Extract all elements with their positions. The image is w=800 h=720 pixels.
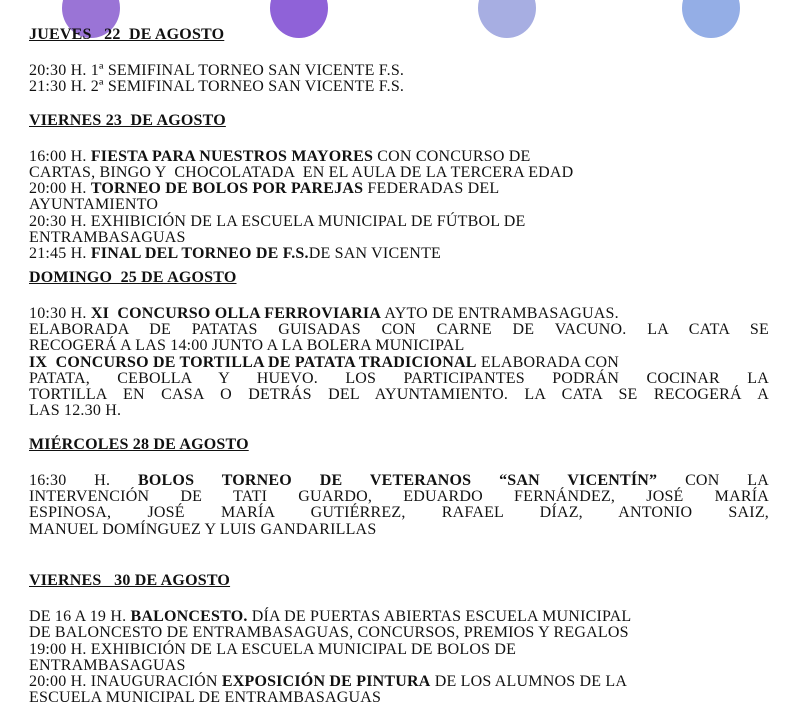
- event-text: RECOGERÁ A LAS 14:00 JUNTO A LA BOLERA MUNICIPAL: [29, 337, 465, 355]
- event-line: [29, 246, 769, 262]
- event-text: 20:00 H. INAUGURACIÓN: [29, 673, 222, 691]
- day-heading: VIERNES 23 DE AGOSTO: [29, 111, 226, 129]
- event-line: [29, 230, 769, 246]
- day-events: [29, 609, 769, 707]
- day-heading: MIÉRCOLES 28 DE AGOSTO: [29, 435, 249, 453]
- event-text: ELABORADA CON: [476, 353, 620, 371]
- day-heading: JUEVES 22 DE AGOSTO: [29, 26, 225, 43]
- event-line: [29, 149, 769, 165]
- event-line: [29, 690, 769, 706]
- event-line: [29, 63, 769, 79]
- event-text: 21:45 H.: [29, 245, 91, 263]
- event-highlight: BALONCESTO.: [130, 607, 248, 625]
- event-line: [29, 165, 769, 181]
- event-line: [29, 214, 769, 230]
- event-line: [29, 338, 769, 354]
- event-text: 20:00 H.: [29, 180, 91, 198]
- event-line: [29, 322, 769, 338]
- event-text: ESCUELA MUNICIPAL DE ENTRAMBASAGUAS: [29, 689, 382, 707]
- event-text: 16:30 H.: [29, 471, 139, 489]
- event-line: [29, 642, 769, 658]
- event-highlight: XI CONCURSO OLLA FERROVIARIA: [90, 304, 382, 322]
- event-highlight: FIESTA PARA NUESTROS MAYORES: [90, 147, 374, 165]
- program-document: [29, 26, 769, 707]
- event-line: [29, 658, 769, 674]
- event-line: [29, 674, 769, 690]
- event-highlight: IX CONCURSO DE TORTILLA DE PATATA TRADICIONAL: [29, 353, 477, 371]
- event-text: ELABORADA DE PATATAS GUISADAS CON CARNE DE VACUNO. LA CATA SE: [29, 320, 769, 338]
- day-events: [29, 63, 769, 96]
- event-text: DE LOS ALUMNOS DE LA: [430, 673, 628, 691]
- event-text: FEDERADAS DEL: [363, 180, 500, 198]
- day-events: [29, 473, 769, 538]
- event-line: [29, 609, 769, 625]
- event-text: 16:00 H.: [29, 147, 91, 165]
- event-line: [29, 625, 769, 641]
- event-text: 19:00 H. EXHIBICIÓN DE LA ESCUELA MUNICIPAL DE BOLOS DE: [29, 640, 517, 658]
- event-line: [29, 387, 769, 403]
- event-line: [29, 505, 769, 521]
- event-text: 20:30 H. EXHIBICIÓN DE LA ESCUELA MUNICIPAL DE FÚTBOL DE: [29, 212, 526, 230]
- event-text: TORTILLA EN CASA O DETRÁS DEL AYUNTAMIENTO. LA CATA SE RECOGERÁ A: [29, 386, 769, 404]
- event-line: [29, 79, 769, 95]
- day-heading: VIERNES 30 DE AGOSTO: [29, 571, 231, 589]
- event-text: LAS 12.30 H.: [29, 402, 122, 420]
- event-text: CON LA: [657, 471, 769, 489]
- event-text: PATATA, CEBOLLA Y HUEVO. LOS PARTICIPANTES PODRÁN COCINAR LA: [29, 369, 769, 387]
- event-line: [29, 403, 769, 419]
- event-text: AYUNTAMIENTO: [29, 196, 159, 214]
- event-line: [29, 522, 769, 538]
- event-line: [29, 306, 769, 322]
- event-line: [29, 181, 769, 197]
- event-text: 10:30 H.: [29, 304, 91, 322]
- event-highlight: TORNEO DE BOLOS POR PAREJAS: [90, 180, 364, 198]
- event-highlight: BOLOS TORNEO DE VETERANOS “SAN VICENTÍN”: [138, 471, 658, 489]
- event-line: [29, 197, 769, 213]
- event-line: [29, 489, 769, 505]
- event-text: ENTRAMBASAGUAS: [29, 656, 186, 674]
- event-text: DE BALONCESTO DE ENTRAMBASAGUAS, CONCURSOS, PREMIOS Y REGALOS: [29, 624, 629, 642]
- event-text: DE 16 A 19 H.: [29, 607, 131, 625]
- event-text: DÍA DE PUERTAS ABIERTAS ESCUELA MUNICIPAL: [247, 607, 632, 625]
- day-events: [29, 306, 769, 420]
- event-text: AYTO DE ENTRAMBASAGUAS.: [381, 304, 619, 322]
- event-text: 20:30 H. 1ª SEMIFINAL TORNEO SAN VICENTE F.S.: [29, 62, 405, 79]
- event-text: MANUEL DOMÍNGUEZ Y LUIS GANDARILLAS: [29, 520, 377, 538]
- event-line: [29, 473, 769, 489]
- event-text: CARTAS, BINGO Y CHOCOLATADA EN EL AULA DE LA TERCERA EDAD: [29, 163, 574, 181]
- day-heading: DOMINGO 25 DE AGOSTO: [29, 268, 237, 286]
- event-text: DE SAN VICENTE: [308, 245, 442, 263]
- event-text: CON CONCURSO DE: [373, 147, 531, 165]
- event-highlight: FINAL DEL TORNEO DE F.S.: [90, 245, 309, 263]
- event-highlight: EXPOSICIÓN DE PINTURA: [221, 673, 431, 691]
- event-text: ESPINOSA, JOSÉ MARÍA GUTIÉRREZ, RAFAEL DÍAZ, ANTONIO SAIZ,: [29, 504, 769, 522]
- event-text: 21:30 H. 2ª SEMIFINAL TORNEO SAN VICENTE F.S.: [29, 78, 405, 96]
- event-text: ENTRAMBASAGUAS: [29, 229, 186, 247]
- day-events: [29, 149, 769, 263]
- event-line: [29, 371, 769, 387]
- event-text: INTERVENCIÓN DE TATI GUARDO, EDUARDO FERNÁNDEZ, JOSÉ MARÍA: [29, 488, 769, 506]
- event-line: [29, 355, 769, 371]
